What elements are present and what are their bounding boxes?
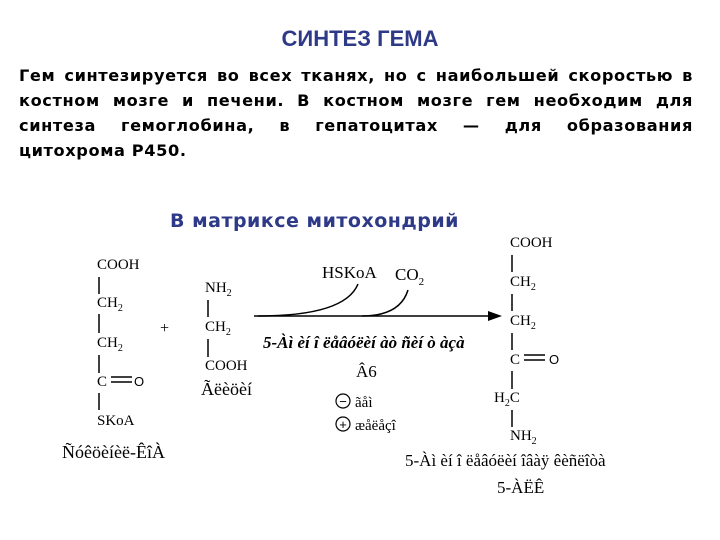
coa-release-curve [258,284,358,316]
reaction-arrow-group [254,263,502,434]
plus-sign: + [160,320,170,337]
page-title: СИНТЕЗ ГЕМА [281,26,439,51]
succinyl-skoa: SKoA [97,413,135,429]
glycine-nh2: $NH_2$ [205,280,232,299]
succinyl-ch2-a: $CH_2$ [97,295,123,314]
activator-plus-sign: + [339,417,347,432]
section-subtitle: В матриксе митохондрий [170,210,459,232]
succinyl-carbonyl-c: C [97,374,108,390]
glycine-structure [201,280,252,399]
succinyl-cooh: COOH [97,257,140,273]
inhibitor-heme-label: ãåì [355,395,373,411]
ala-carbonyl-c: C [510,352,521,368]
ala-name-label: 5-Àì èí î ëåâóëèí îâàÿ êèñëîòà [405,451,606,470]
ala-nh2: $NH_2$ [510,428,537,447]
ala-cooh: COOH [510,235,553,251]
ala-h2c: $H_2C$ [494,390,520,409]
succinyl-ch2-b: $CH_2$ [97,335,123,354]
succinyl-coa-structure [62,257,165,462]
arrowhead [488,311,502,321]
intro-paragraph: Гем синтезируется во всех тканях, но с наибольшей скоростью в костном мозге и печени. В костном мозге гем необходим для синтеза гемоглобина, в гепатоцитах — для образования цитохрома Р450. [19,66,693,160]
inhibitor-minus-sign: − [339,394,347,409]
ala-oxygen: O [549,352,560,367]
enzyme-label: 5-Àì èí î ëåâóëèí àò ñèí ò àçà [263,333,465,352]
co2-label: $CO_2$ [395,265,425,288]
succinyl-oxygen: O [134,374,145,389]
activator-iron-label: æåëåçî [355,418,396,434]
co2-release-curve [362,290,408,316]
glycine-ch2: $CH_2$ [205,319,231,338]
glycine-cooh: COOH [205,358,248,374]
ala-structure [405,235,606,497]
ala-ch2-b: $CH_2$ [510,313,536,332]
ala-abbr-label: 5-ÀËÊ [497,478,545,497]
succinyl-coa-label: Ñóêöèíèë-ÊîÀ [62,442,165,462]
hskoa-label: HSKoA [322,263,377,282]
ala-ch2-a: $CH_2$ [510,274,536,293]
cofactor-b6-label: Â6 [356,362,377,381]
glycine-label: Ãëèöèí [201,379,252,399]
